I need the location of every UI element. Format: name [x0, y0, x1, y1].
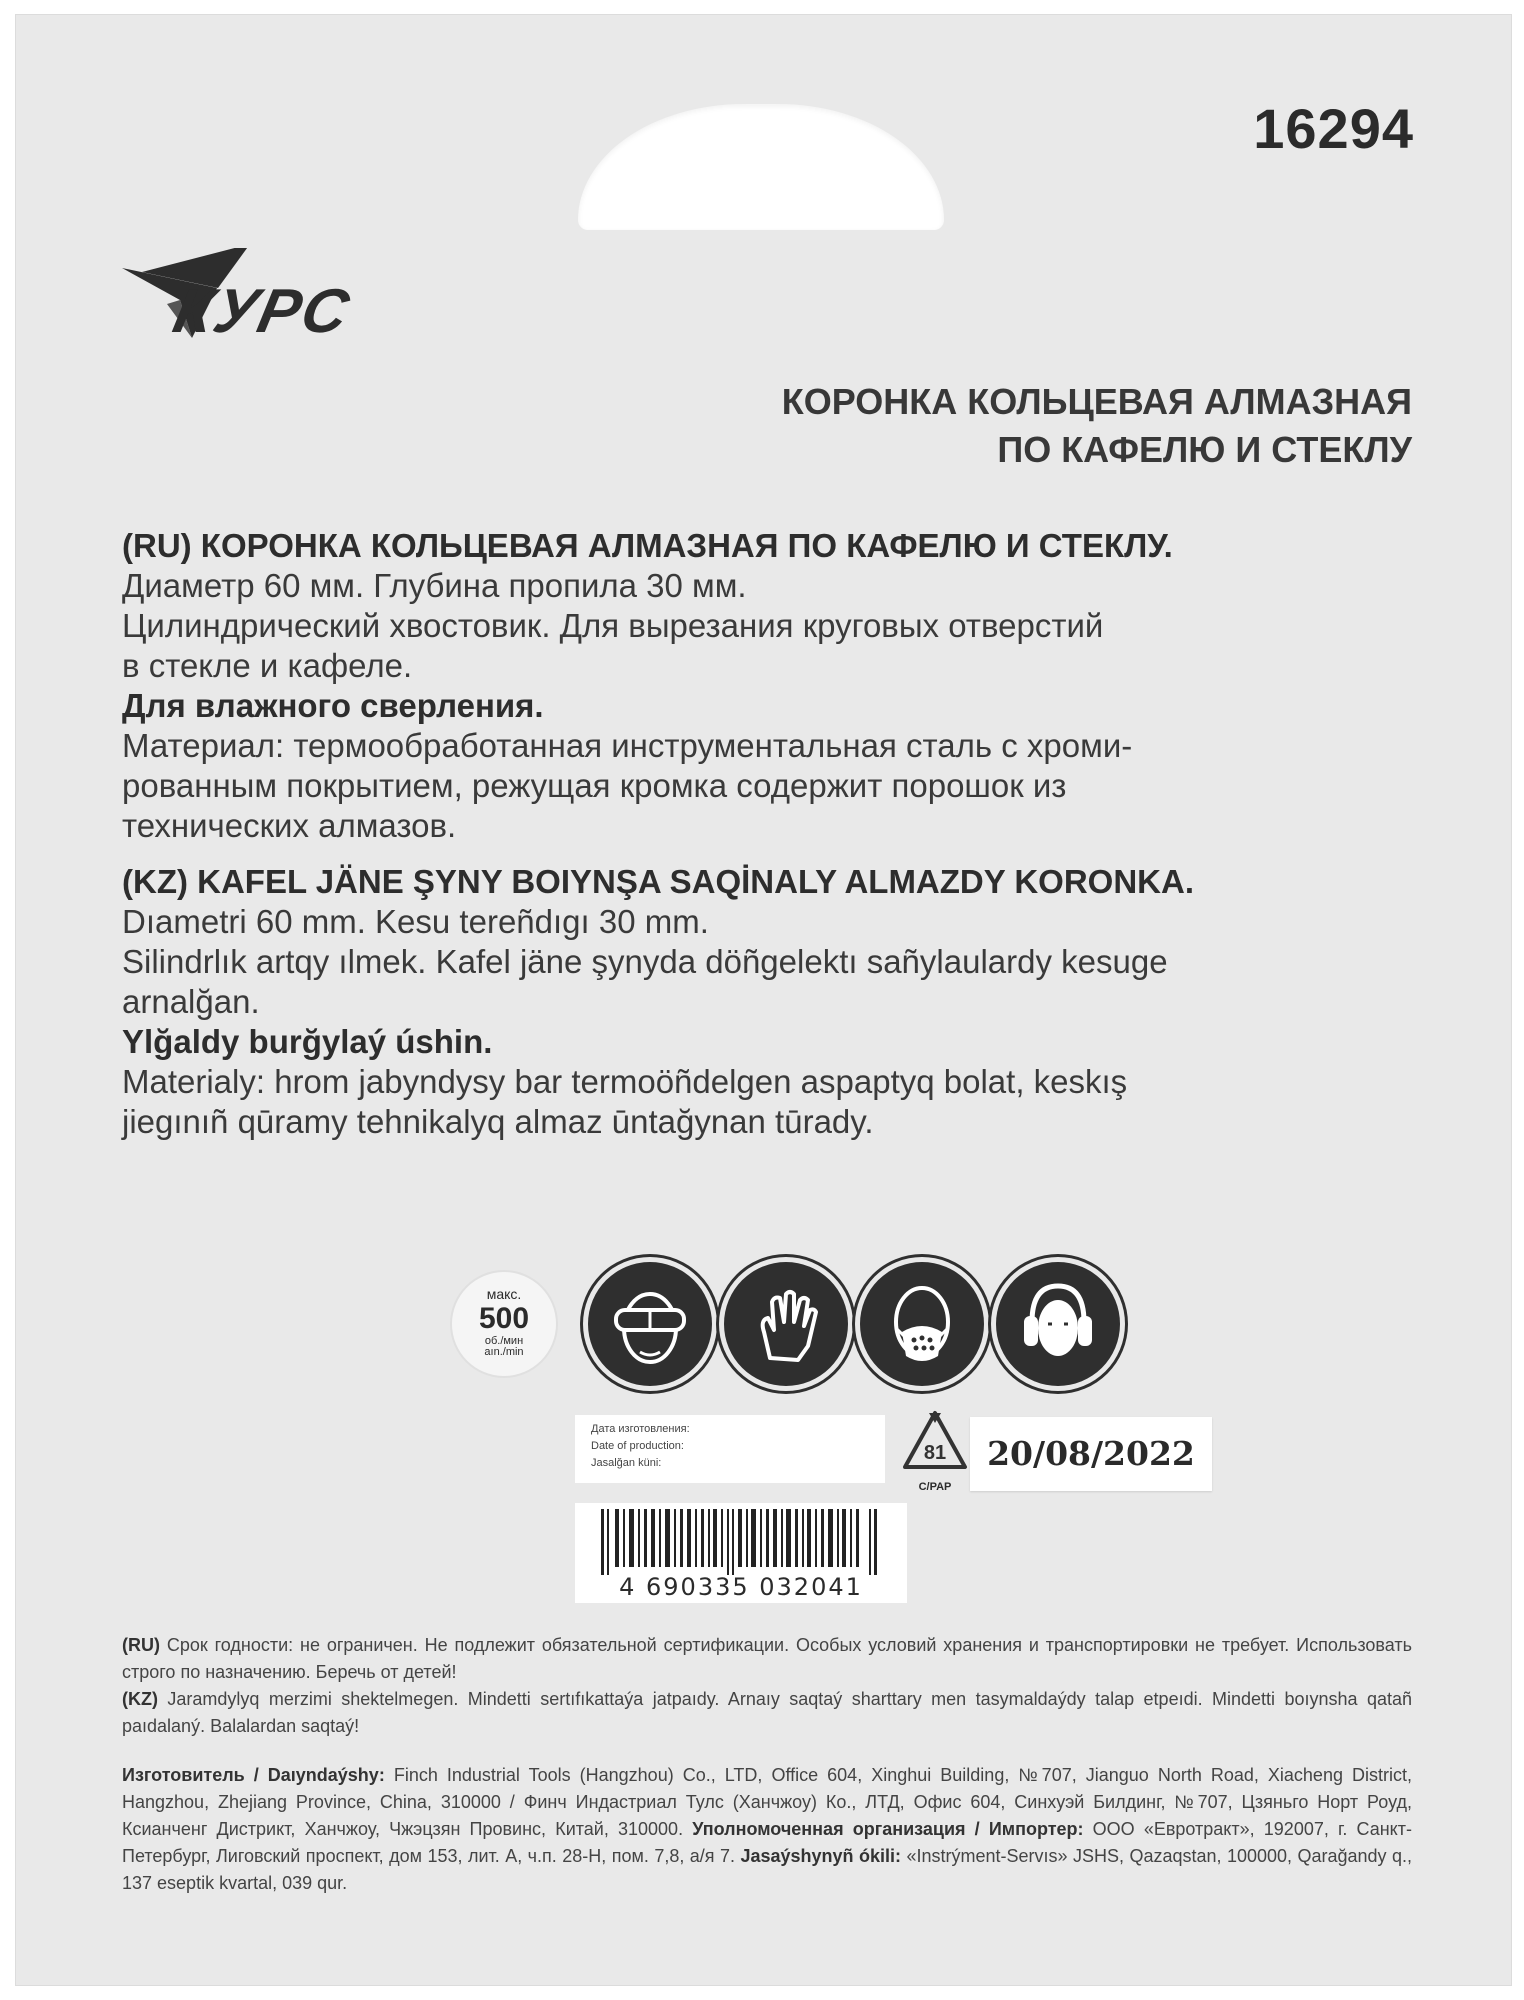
recycle-material: C/PAP	[918, 1481, 952, 1493]
kz-line-1: Dıametri 60 mm. Kesu tereñdıgı 30 mm.	[122, 903, 709, 940]
max-rpm-icon	[452, 1272, 556, 1376]
gloves-icon	[724, 1262, 848, 1386]
ru-line-1: Диаметр 60 мм. Глубина пропила 30 мм.	[122, 567, 747, 604]
brand-name: КУРС	[167, 277, 357, 346]
production-date-labels	[575, 1415, 885, 1483]
recycle-code: 81	[923, 1442, 947, 1464]
kz-line-2: Silindrlık artqy ılmek. Kafel jäne şynyda döñgelektı sañylaulardy kesuge	[122, 943, 1168, 980]
barcode-bars-icon	[575, 1503, 907, 1575]
respirator-icon	[860, 1262, 984, 1386]
rpm-unit-kz: aın./min	[484, 1346, 524, 1358]
fine-print-kz: (KZ) Jaramdylyq merzimi shektelmegen. Mindetti sertıfıkattaýa jatpaıdy. Arnaıy saqtaý sharttary men tasymaldaýdy talap etpeıdi. Mindetti boıynsha qatañ paıdalaný. Balalardan saqtaý!	[122, 1689, 1412, 1736]
description-block	[122, 526, 1412, 1142]
rpm-value: 500	[478, 1302, 530, 1335]
goggles-icon	[588, 1262, 712, 1386]
product-title-line-2: ПО КАФЕЛЮ И СТЕКЛУ	[997, 429, 1412, 470]
ru-wet-drilling: Для влажного сверления.	[122, 687, 544, 724]
production-label-ru: Дата изготовления:	[591, 1423, 690, 1435]
ru-material-1: Материал: термообработанная инструментальная сталь с хроми-	[122, 727, 1133, 764]
ru-material-3: технических алмазов.	[122, 807, 457, 844]
production-label-kz: Jasalğan küni:	[591, 1457, 662, 1469]
ear-protection-icon	[996, 1262, 1120, 1386]
fine-print-ru: (RU) Срок годности: не ограничен. Не подлежит обязательной сертификации. Особых условий хранения и транспортировки не требует. Использовать строго по назначению. Беречь от детей!	[122, 1635, 1412, 1682]
manufacturer-info: Изготовитель / Daıyndaýshy: Finch Industrial Tools (Hangzhou) Co., LTD, Office 604, Xinghui Building, №707, Jianguo North Road, Xiacheng District, Hangzhou, Zhejiang Province, China, 310000 / Финч Индастриал Тулс (Ханчжоу) Ко., ЛТД, Офис 604, Синхуэй Билдинг, №707, Цзяньго Норт Роуд, Ксианченг Дистрикт, Ханчжоу, Чжэцзян Провинс, Китай, 310000. Уполномоченная организация / Импортер: ООО «Евротракт», 192007, г. Санкт-Петербург, Лиговский проспект, дом 153, лит. А, ч.п. 28-Н, пом. 7,8, а/я 7. Jasaýshynyñ ókili: «Instrýment-Servıs» JSHS, Qazaqstan, 100000, Qarağandy q., 137 eseptik kvartal, 039 qur.	[122, 1765, 1413, 1893]
production-date: 20/08/2022	[970, 1417, 1212, 1491]
kz-heading: (KZ) KAFEL JÄNE ŞYNY BOIYNŞA SAQİNALY ALMAZDY KORONKA.	[122, 863, 1195, 900]
barcode-digits: 4 690335 032041	[619, 1573, 863, 1601]
recycle-icon	[895, 1405, 975, 1495]
kz-material-1: Materialy: hrom jabyndysy bar termoöñdelgen aspaptyq bolat, keskış	[122, 1063, 1128, 1100]
ru-material-2: рованным покрытием, режущая кромка содержит порошок из	[122, 767, 1067, 804]
product-title-line-1: КОРОНКА КОЛЬЦЕВАЯ АЛМАЗНАЯ	[781, 381, 1412, 422]
rpm-unit-ru: об./мин	[484, 1335, 524, 1347]
ru-line-3: в стекле и кафеле.	[122, 647, 413, 684]
kz-wet-drilling: Ylğaldy burğylaý úshin.	[122, 1023, 493, 1060]
fine-print	[122, 1632, 1412, 1897]
product-title	[782, 378, 1412, 474]
rpm-label: макс.	[486, 1286, 522, 1302]
kz-material-2: jiegınıñ qūramy tehnikalyq almaz ūntağynan tūrady.	[122, 1103, 874, 1140]
article-number: 16294	[1253, 97, 1414, 160]
production-label-en: Date of production:	[591, 1440, 684, 1452]
kz-line-3: arnalğan.	[122, 983, 260, 1020]
ru-heading: (RU) КОРОНКА КОЛЬЦЕВАЯ АЛМАЗНАЯ ПО КАФЕЛЮ И СТЕКЛУ.	[122, 527, 1173, 564]
barcode	[575, 1503, 907, 1603]
ru-line-2: Цилиндрический хвостовик. Для вырезания круговых отверстий	[122, 607, 1104, 644]
